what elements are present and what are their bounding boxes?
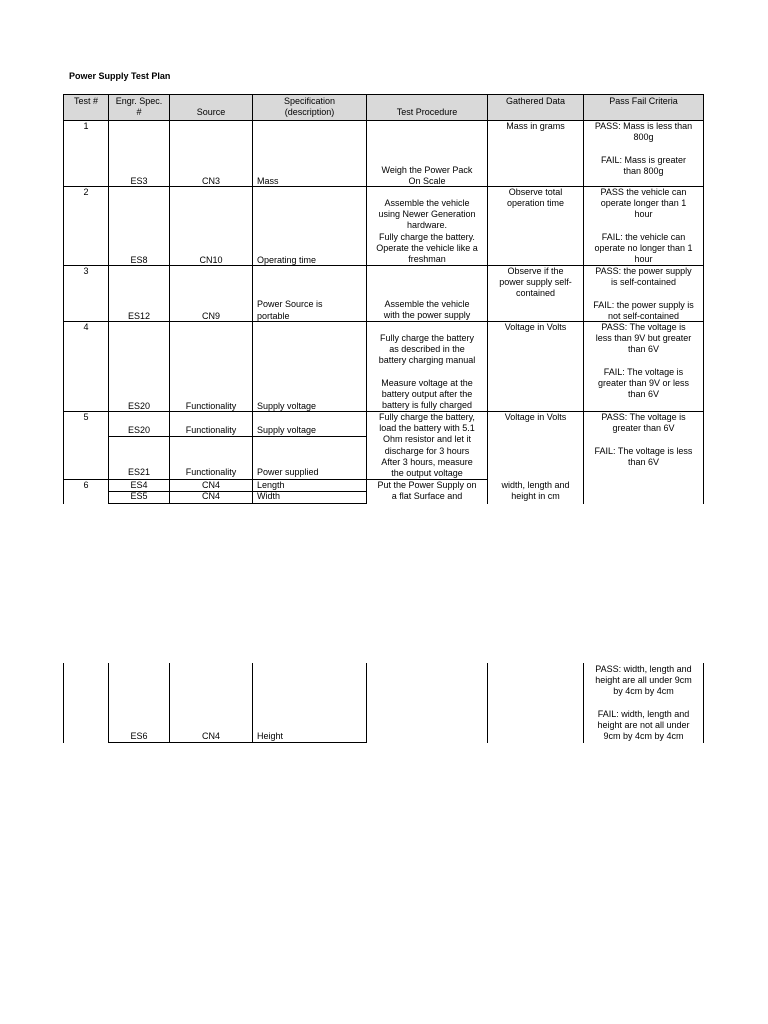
source-cell: Functionality <box>185 467 237 477</box>
page-title: Power Supply Test Plan <box>69 71 171 81</box>
header-source: Source <box>196 107 226 117</box>
test-number: 6 <box>83 480 89 490</box>
specification-cell: Power Source is <box>257 299 323 309</box>
header-engr-spec-number: # <box>136 107 142 117</box>
specification-cell: Supply voltage <box>257 401 317 411</box>
engr-spec-cell: ES5 <box>130 491 148 501</box>
test-number: 3 <box>83 266 89 276</box>
source-cell: CN9 <box>201 311 220 321</box>
specification-cell: Width <box>257 491 281 501</box>
source-cell: CN4 <box>201 731 220 741</box>
test-number: 5 <box>83 412 89 422</box>
specification-cell: Operating time <box>257 255 317 265</box>
criteria-cell: PASS the vehicle can operate longer than 1 hour FAIL: the vehicle can operate no longer than 1 hour <box>594 187 693 265</box>
gathered-data-cell: Voltage in Volts <box>504 412 567 422</box>
engr-spec-cell: ES20 <box>127 425 151 435</box>
criteria-cell: PASS: The voltage is greater than 6V FAIL: The voltage is less than 6V <box>594 412 693 467</box>
specification-cell: Mass <box>257 176 279 186</box>
engr-spec-cell: ES3 <box>130 176 148 186</box>
engr-spec-cell: ES20 <box>127 401 151 411</box>
specification-cell: Height <box>257 731 284 741</box>
test-number: 4 <box>83 322 89 332</box>
procedure-cell: Fully charge the battery as described in the battery charging manual Measure voltage at the battery output after the battery is fully charged <box>378 333 476 411</box>
criteria-cell: PASS: Mass is less than 800g FAIL: Mass is greater than 800g <box>594 121 693 176</box>
source-cell: CN4 <box>201 480 220 490</box>
specification-cell: Length <box>257 480 285 490</box>
header-test-procedure: Test Procedure <box>396 107 458 117</box>
header-specification: Specification <box>283 96 336 106</box>
criteria-cell: PASS: The voltage is less than 9V but greater than 6V FAIL: The voltage is greater than 9V or less than 6V <box>595 322 692 400</box>
header-pass-fail-criteria: Pass Fail Criteria <box>609 96 678 106</box>
engr-spec-cell: ES21 <box>127 467 151 477</box>
source-cell: Functionality <box>185 425 237 435</box>
gathered-data-cell: Mass in grams <box>506 121 565 131</box>
source-cell: CN4 <box>201 491 220 501</box>
gathered-data-cell: Observe if the power supply self- contained <box>499 266 572 299</box>
source-cell: CN3 <box>201 176 220 186</box>
procedure-cell: Weigh the Power Pack On Scale <box>381 165 473 187</box>
criteria-cell: PASS: the power supply is self-contained FAIL: the power supply is not self-contained <box>593 266 694 321</box>
procedure-cell: Fully charge the battery, load the battery with 5.1 Ohm resistor and let it discharge for 3 hours After 3 hours, measure the output voltage <box>379 412 475 479</box>
test-number: 2 <box>83 187 89 197</box>
procedure-cell: Assemble the vehicle with the power supply <box>383 299 471 321</box>
header-engr-spec: Engr. Spec. <box>115 96 163 106</box>
gathered-data-cell: Voltage in Volts <box>504 322 567 332</box>
gathered-data-cell: width, length and height in cm <box>501 480 570 502</box>
gathered-data-cell: Observe total operation time <box>506 187 565 209</box>
engr-spec-cell: ES8 <box>130 255 148 265</box>
header-test-number: Test # <box>73 96 98 106</box>
source-cell: Functionality <box>185 401 237 411</box>
specification-cell-continued: portable <box>257 311 290 321</box>
specification-cell: Power supplied <box>257 467 319 477</box>
specification-cell: Supply voltage <box>257 425 317 435</box>
criteria-cell: PASS: width, length and height are all under 9cm by 4cm by 4cm FAIL: width, length and height are not all under 9cm by 4cm by 4cm <box>595 664 692 742</box>
engr-spec-cell: ES4 <box>130 480 148 490</box>
header-gathered-data: Gathered Data <box>505 96 566 106</box>
header-specification-description: (description) <box>284 107 335 117</box>
source-cell: CN10 <box>199 255 223 265</box>
engr-spec-cell: ES6 <box>130 731 148 741</box>
procedure-cell: Put the Power Supply on a flat Surface and <box>377 480 477 502</box>
test-number: 1 <box>83 121 89 131</box>
procedure-cell: Assemble the vehicle using Newer Generation hardware. Fully charge the battery. Operate the vehicle like a freshman <box>376 198 478 265</box>
engr-spec-cell: ES12 <box>127 311 151 321</box>
